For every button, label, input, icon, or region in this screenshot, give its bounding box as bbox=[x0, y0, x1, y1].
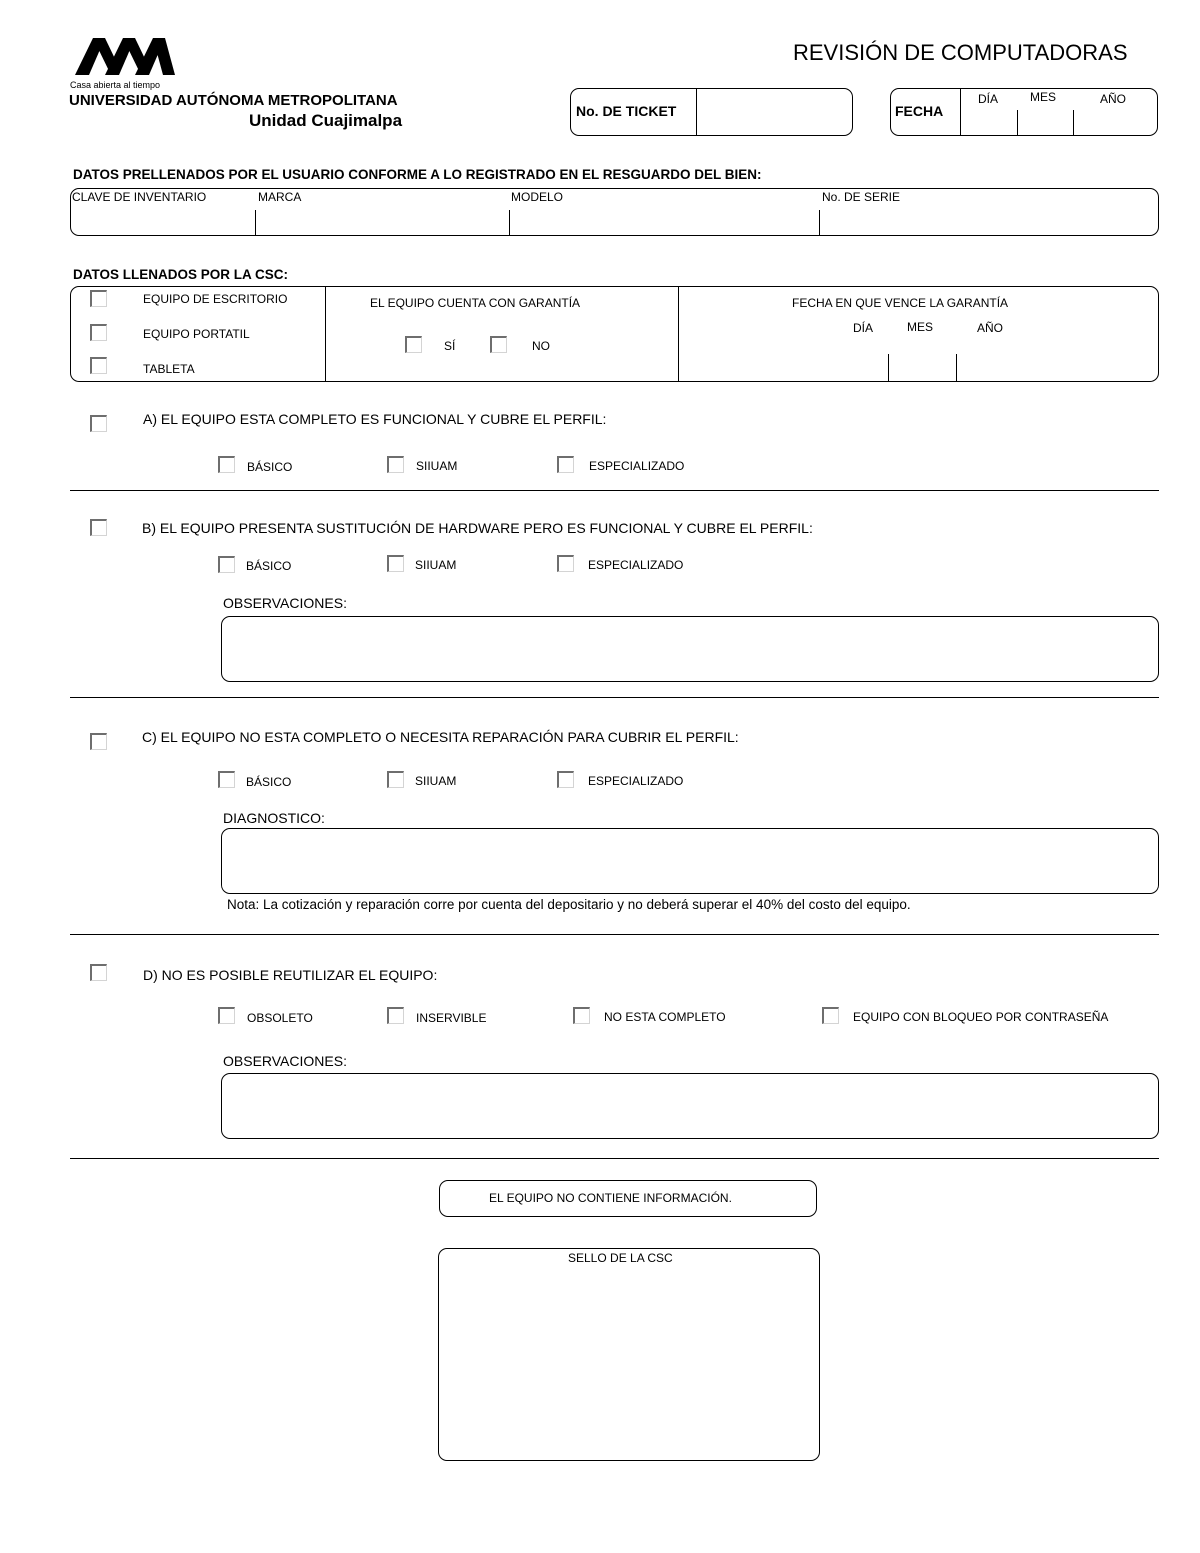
warranty-expiry-label: FECHA EN QUE VENCE LA GARANTÍA bbox=[792, 296, 1009, 310]
field-inventory: CLAVE DE INVENTARIO bbox=[72, 190, 207, 204]
tagline: Casa abierta al tiempo bbox=[70, 80, 161, 90]
csc-section-heading: DATOS LLENADOS POR LA CSC: bbox=[73, 267, 289, 282]
option-b-notes-box[interactable] bbox=[221, 616, 1159, 682]
checkbox-option-c[interactable] bbox=[90, 733, 107, 750]
separator-3 bbox=[70, 934, 1159, 935]
date-month-label: MES bbox=[1030, 90, 1057, 104]
user-divider-3 bbox=[819, 210, 820, 236]
warranty-day-divider bbox=[888, 354, 889, 382]
field-serial: No. DE SERIE bbox=[822, 190, 901, 204]
date-month-divider bbox=[1073, 110, 1074, 136]
label-a-basico: BÁSICO bbox=[247, 460, 293, 474]
checkbox-c-siiuam[interactable] bbox=[387, 771, 404, 788]
field-brand: MARCA bbox=[258, 190, 302, 204]
stamp-label: SELLO DE LA CSC bbox=[568, 1251, 673, 1265]
label-c-especializado: ESPECIALIZADO bbox=[588, 774, 684, 788]
checkbox-desktop[interactable] bbox=[90, 290, 107, 307]
checkbox-d-obsoleto[interactable] bbox=[218, 1007, 235, 1024]
label-d-bloqueo: EQUIPO CON BLOQUEO POR CONTRASEÑA bbox=[853, 1010, 1109, 1024]
checkbox-option-d[interactable] bbox=[90, 964, 107, 981]
date-day-divider bbox=[1017, 110, 1018, 136]
option-d-label: D) NO ES POSIBLE REUTILIZAR EL EQUIPO: bbox=[143, 967, 438, 983]
label-b-especializado: ESPECIALIZADO bbox=[588, 558, 684, 572]
checkbox-a-siiuam[interactable] bbox=[387, 456, 404, 473]
checkbox-b-especializado[interactable] bbox=[557, 555, 574, 572]
label-laptop: EQUIPO PORTATIL bbox=[143, 327, 250, 341]
stamp-box bbox=[438, 1248, 820, 1461]
user-fields-box bbox=[70, 188, 1159, 236]
unit-name: Unidad Cuajimalpa bbox=[249, 111, 403, 130]
label-d-obsoleto: OBSOLETO bbox=[247, 1011, 313, 1025]
ticket-divider bbox=[696, 88, 697, 136]
checkbox-a-basico[interactable] bbox=[218, 456, 235, 473]
warranty-month-label: MES bbox=[907, 320, 934, 334]
option-c-diagnosis-box[interactable] bbox=[221, 828, 1159, 894]
warranty-year-label: AÑO bbox=[977, 321, 1004, 335]
checkbox-a-especializado[interactable] bbox=[557, 456, 574, 473]
field-model: MODELO bbox=[511, 190, 564, 204]
option-c-label: C) EL EQUIPO NO ESTA COMPLETO O NECESITA REPARACIÓN PARA CUBRIR EL PERFIL: bbox=[142, 729, 739, 745]
ticket-label: No. DE TICKET bbox=[576, 103, 677, 119]
date-day-label: DÍA bbox=[978, 92, 999, 106]
date-divider bbox=[960, 88, 961, 136]
checkbox-option-a[interactable] bbox=[90, 415, 107, 432]
option-c-diagnosis-label: DIAGNOSTICO: bbox=[223, 810, 325, 826]
label-desktop: EQUIPO DE ESCRITORIO bbox=[143, 292, 288, 306]
checkbox-b-basico[interactable] bbox=[218, 556, 235, 573]
separator-2 bbox=[70, 697, 1159, 698]
logo-mark: UAM bbox=[125, 61, 128, 62]
checkbox-tablet[interactable] bbox=[90, 357, 107, 374]
label-a-siiuam: SIIUAM bbox=[416, 459, 458, 473]
option-c-note: Nota: La cotización y reparación corre por cuenta del depositario y no deberá superar el 40% del costo del equipo. bbox=[227, 897, 911, 912]
page-title: REVISIÓN DE COMPUTADORAS bbox=[793, 40, 1128, 65]
uam-logo bbox=[75, 35, 175, 77]
label-d-incompleto: NO ESTA COMPLETO bbox=[604, 1010, 726, 1024]
checkbox-option-b[interactable] bbox=[90, 519, 107, 536]
no-info-label: EL EQUIPO NO CONTIENE INFORMACIÓN. bbox=[489, 1191, 732, 1205]
checkbox-b-siiuam[interactable] bbox=[387, 555, 404, 572]
separator-4 bbox=[70, 1158, 1159, 1159]
label-b-siiuam: SIIUAM bbox=[415, 558, 457, 572]
label-tablet: TABLETA bbox=[143, 362, 195, 376]
user-divider-1 bbox=[255, 210, 256, 236]
separator-1 bbox=[70, 490, 1159, 491]
warranty-label: EL EQUIPO CUENTA CON GARANTÍA bbox=[370, 296, 581, 310]
user-divider-2 bbox=[509, 210, 510, 236]
label-b-basico: BÁSICO bbox=[246, 559, 292, 573]
label-c-siiuam: SIIUAM bbox=[415, 774, 457, 788]
option-d-notes-box[interactable] bbox=[221, 1073, 1159, 1139]
user-section-heading: DATOS PRELLENADOS POR EL USUARIO CONFORME A LO REGISTRADO EN EL RESGUARDO DEL BIEN: bbox=[73, 167, 762, 182]
checkbox-d-incompleto[interactable] bbox=[573, 1007, 590, 1024]
option-d-notes-label: OBSERVACIONES: bbox=[223, 1053, 347, 1069]
warranty-day-label: DÍA bbox=[853, 321, 874, 335]
checkbox-warranty-no[interactable] bbox=[490, 336, 507, 353]
option-a-label: A) EL EQUIPO ESTA COMPLETO ES FUNCIONAL Y CUBRE EL PERFIL: bbox=[143, 411, 607, 427]
date-label: FECHA bbox=[895, 103, 944, 119]
csc-divider-1 bbox=[325, 286, 326, 382]
label-warranty-yes: SÍ bbox=[444, 339, 456, 353]
option-b-notes-label: OBSERVACIONES: bbox=[223, 595, 347, 611]
label-a-especializado: ESPECIALIZADO bbox=[589, 459, 685, 473]
date-year-label: AÑO bbox=[1100, 92, 1127, 106]
ticket-input[interactable] bbox=[698, 90, 848, 134]
option-b-label: B) EL EQUIPO PRESENTA SUSTITUCIÓN DE HARDWARE PERO ES FUNCIONAL Y CUBRE EL PERFIL: bbox=[142, 520, 813, 536]
label-d-inservible: INSERVIBLE bbox=[416, 1011, 487, 1025]
checkbox-laptop[interactable] bbox=[90, 324, 107, 341]
checkbox-d-inservible[interactable] bbox=[387, 1007, 404, 1024]
label-c-basico: BÁSICO bbox=[246, 775, 292, 789]
label-warranty-no: NO bbox=[532, 339, 550, 353]
checkbox-d-bloqueo[interactable] bbox=[822, 1007, 839, 1024]
checkbox-c-especializado[interactable] bbox=[557, 771, 574, 788]
checkbox-c-basico[interactable] bbox=[218, 771, 235, 788]
checkbox-warranty-yes[interactable] bbox=[405, 336, 422, 353]
university-name: UNIVERSIDAD AUTÓNOMA METROPOLITANA bbox=[69, 92, 398, 109]
warranty-month-divider bbox=[956, 354, 957, 382]
csc-divider-2 bbox=[678, 286, 679, 382]
